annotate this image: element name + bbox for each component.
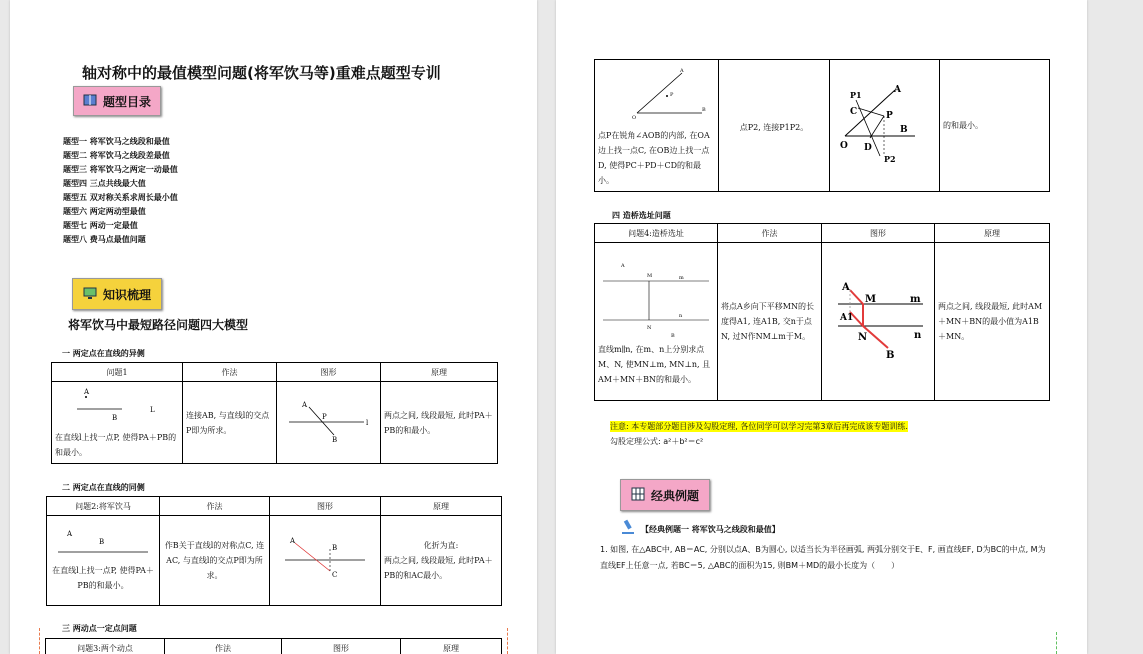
toc-item[interactable]: 题型五 双对称关系求周长最小值 bbox=[63, 193, 178, 202]
figure-angle-aob bbox=[602, 63, 712, 123]
example-heading-text: 【经典例题一 将军饮马之线段和最值】 bbox=[641, 524, 780, 534]
right-page bbox=[556, 0, 1087, 654]
principle-text: 两点之间, 线段最短, 此时AM＋MN＋BN的最小值为A1B＋MN。 bbox=[935, 243, 1050, 401]
figure-a-b-line bbox=[62, 385, 172, 425]
table-header: 原理 bbox=[935, 224, 1050, 243]
model-table-1 bbox=[51, 362, 498, 464]
pythagoras-note: 注意: 本专题部分题目涉及勾股定理, 各位同学可以学习完第3章后再完成该专题训练. bbox=[610, 422, 908, 431]
fig-label: B bbox=[99, 538, 105, 546]
toc-badge bbox=[73, 86, 161, 116]
document-title: 轴对称中的最值模型问题(将军饮马等)重难点题型专训 bbox=[82, 64, 441, 82]
section-heading-4: 四 造桥选址问题 bbox=[612, 211, 671, 220]
method-text: 点P2, 连接P1P2。 bbox=[719, 60, 830, 192]
table-header: 作法 bbox=[160, 497, 270, 516]
fig-label: B bbox=[886, 350, 895, 361]
fig-label: N bbox=[858, 332, 868, 343]
fig-label: O bbox=[631, 115, 636, 121]
table-cell-problem bbox=[52, 382, 183, 464]
principle-title: 化折为直: bbox=[423, 541, 459, 550]
table-header: 问题1 bbox=[52, 363, 183, 382]
table-header: 问题3:两个动点 bbox=[46, 639, 165, 654]
fig-label: P bbox=[885, 111, 893, 121]
toc-item[interactable]: 题型七 两动一定最值 bbox=[63, 221, 138, 230]
table-header: 图形 bbox=[282, 639, 401, 654]
problem-text: 点P在锐角∠AOB的内部, 在OA边上找一点C, 在OB边上找一点D, 使得PC＋PD＋CD的和最小。 bbox=[598, 131, 710, 185]
model-table-2 bbox=[46, 496, 502, 606]
toc-item[interactable]: 题型四 三点共线最大值 bbox=[63, 179, 146, 188]
fig-label: P2 bbox=[883, 154, 896, 164]
fig-label: A bbox=[679, 68, 684, 74]
table-header: 原理 bbox=[401, 639, 502, 654]
fig-label: B bbox=[701, 107, 706, 113]
fig-label: A bbox=[84, 388, 90, 396]
left-page bbox=[10, 0, 537, 654]
figure-cell bbox=[270, 516, 381, 606]
toc-item[interactable]: 题型三 将军饮马之两定一动最值 bbox=[63, 165, 178, 174]
table-header: 作法 bbox=[165, 639, 282, 654]
section-title: 将军饮马中最短路径问题四大模型 bbox=[68, 318, 249, 332]
examples-badge-label: 经典例题 bbox=[650, 488, 699, 503]
figure-two-reflections bbox=[840, 80, 930, 166]
grid-icon bbox=[631, 487, 645, 504]
toc-item[interactable]: 题型一 将军饮马之线段和最值 bbox=[63, 137, 170, 146]
fig-label: A bbox=[842, 282, 850, 293]
method-text: 将点A乡向下平移MN的长度得A1, 连A1B, 交n于点N, 过N作NM⊥m于M。 bbox=[718, 243, 822, 401]
principle-cell bbox=[381, 516, 502, 606]
table-header: 原理 bbox=[381, 363, 498, 382]
figure-cell bbox=[830, 60, 940, 192]
fig-label: B bbox=[112, 414, 118, 422]
fig-label: A bbox=[893, 85, 901, 95]
fig-label: B bbox=[332, 544, 338, 552]
fig-label: P bbox=[321, 413, 327, 421]
problem-text: 在直线l上找一点P, 使得PA＋PB的和最小。 bbox=[55, 433, 177, 457]
fig-label: A bbox=[301, 401, 307, 409]
toc-list bbox=[63, 135, 178, 247]
book-icon bbox=[83, 93, 97, 110]
figure-reflection bbox=[284, 395, 374, 445]
figure-cell bbox=[277, 382, 381, 464]
fig-label: A bbox=[290, 537, 296, 545]
fig-label: A bbox=[67, 530, 73, 538]
table-header: 原理 bbox=[381, 497, 502, 516]
monitor-icon bbox=[83, 286, 97, 303]
method-text: 作B关于直线l的对称点C, 连AC, 与直线l的交点P即为所求。 bbox=[160, 516, 270, 606]
fig-label: M bbox=[865, 294, 877, 305]
model-table-3-continued bbox=[594, 59, 1050, 192]
section-heading-1: 一 两定点在直线的异侧 bbox=[62, 349, 145, 358]
table-header: 问题4:造桥选址 bbox=[595, 224, 718, 243]
table-header: 图形 bbox=[822, 224, 935, 243]
knowledge-badge bbox=[72, 278, 162, 310]
problem-text: 在直线l上找一点P, 使得PA＋PB的和最小。 bbox=[52, 566, 154, 590]
fig-label: C bbox=[849, 107, 857, 117]
table-cell-problem bbox=[595, 60, 719, 192]
margin-guide bbox=[1056, 632, 1057, 654]
margin-guide bbox=[39, 628, 40, 654]
table-header: 作法 bbox=[183, 363, 277, 382]
fig-label: O bbox=[839, 141, 848, 151]
figure-reflect-c bbox=[280, 533, 370, 583]
pythagoras-formula: 勾股定理公式: a²＋b²＝c² bbox=[610, 437, 704, 446]
problem-text: 直线m∥n, 在m、n上分别求点M、N, 使MN⊥m, MN⊥n, 且AM＋MN＋BN的和最小。 bbox=[598, 344, 711, 384]
fig-label: M bbox=[647, 272, 653, 279]
table-cell-problem bbox=[595, 243, 718, 401]
principle-text: 两点之间, 线段最短, 此时PA＋PB的和AC最小。 bbox=[384, 556, 493, 580]
examples-badge bbox=[620, 479, 710, 511]
table-header: 图形 bbox=[270, 497, 381, 516]
margin-guide bbox=[507, 628, 508, 654]
method-text: 连接AB, 与直线l的交点P即为所求。 bbox=[183, 382, 277, 464]
principle-text: 的和最小。 bbox=[940, 60, 1050, 192]
section-heading-2: 二 两定点在直线的同侧 bbox=[62, 483, 145, 492]
fig-label: m bbox=[910, 294, 921, 305]
table-cell-problem bbox=[47, 516, 160, 606]
fig-label: m bbox=[679, 274, 684, 281]
fig-label: A bbox=[621, 262, 625, 269]
toc-item[interactable]: 题型六 两定两动型最值 bbox=[63, 207, 146, 216]
microscope-icon bbox=[619, 518, 637, 540]
question-1: 1. 如图, 在△ABC中, AB＝AC, 分别以点A、B为圆心, 以适当长为半径画弧, 两弧分别交于E、F, 画直线EF, D为BC的中点, M为直线EF上任意一点, 若BC＝5, △ABC的面积为15, 则BM＋MD的最小长度为（ ） bbox=[600, 545, 1046, 570]
fig-label: B bbox=[331, 436, 337, 444]
section-heading-3: 三 两动点一定点问题 bbox=[62, 624, 137, 633]
fig-label: l bbox=[365, 419, 368, 427]
toc-badge-label: 题型目录 bbox=[102, 94, 151, 109]
figure-bridge-solution bbox=[828, 274, 928, 364]
fig-label: n bbox=[679, 312, 683, 319]
principle-text: 两点之间, 线段最短, 此时PA＋PB的和最小。 bbox=[381, 382, 498, 464]
figure-cell bbox=[822, 243, 935, 401]
fig-label: P bbox=[669, 92, 673, 98]
table-header: 图形 bbox=[277, 363, 381, 382]
figure-bridge bbox=[601, 257, 711, 337]
fig-label: D bbox=[863, 143, 872, 153]
model-table-4 bbox=[594, 223, 1050, 401]
knowledge-badge-label: 知识梳理 bbox=[102, 287, 151, 302]
fig-label: A1 bbox=[840, 313, 854, 323]
fig-label: n bbox=[914, 330, 922, 341]
toc-item[interactable]: 题型二 将军饮马之线段差最值 bbox=[63, 151, 170, 160]
fig-label: B bbox=[671, 332, 675, 337]
model-table-3 bbox=[45, 638, 502, 654]
toc-item[interactable]: 题型八 费马点最值问题 bbox=[63, 235, 146, 244]
table-header: 作法 bbox=[718, 224, 822, 243]
fig-label: P1 bbox=[849, 90, 862, 100]
fig-label: C bbox=[332, 571, 338, 579]
example-heading bbox=[619, 518, 780, 540]
fig-label: N bbox=[647, 324, 652, 331]
fig-label: B bbox=[899, 125, 908, 135]
figure-same-side bbox=[53, 528, 153, 558]
table-header: 问题2:将军饮马 bbox=[47, 497, 160, 516]
fig-label: L bbox=[150, 406, 155, 414]
